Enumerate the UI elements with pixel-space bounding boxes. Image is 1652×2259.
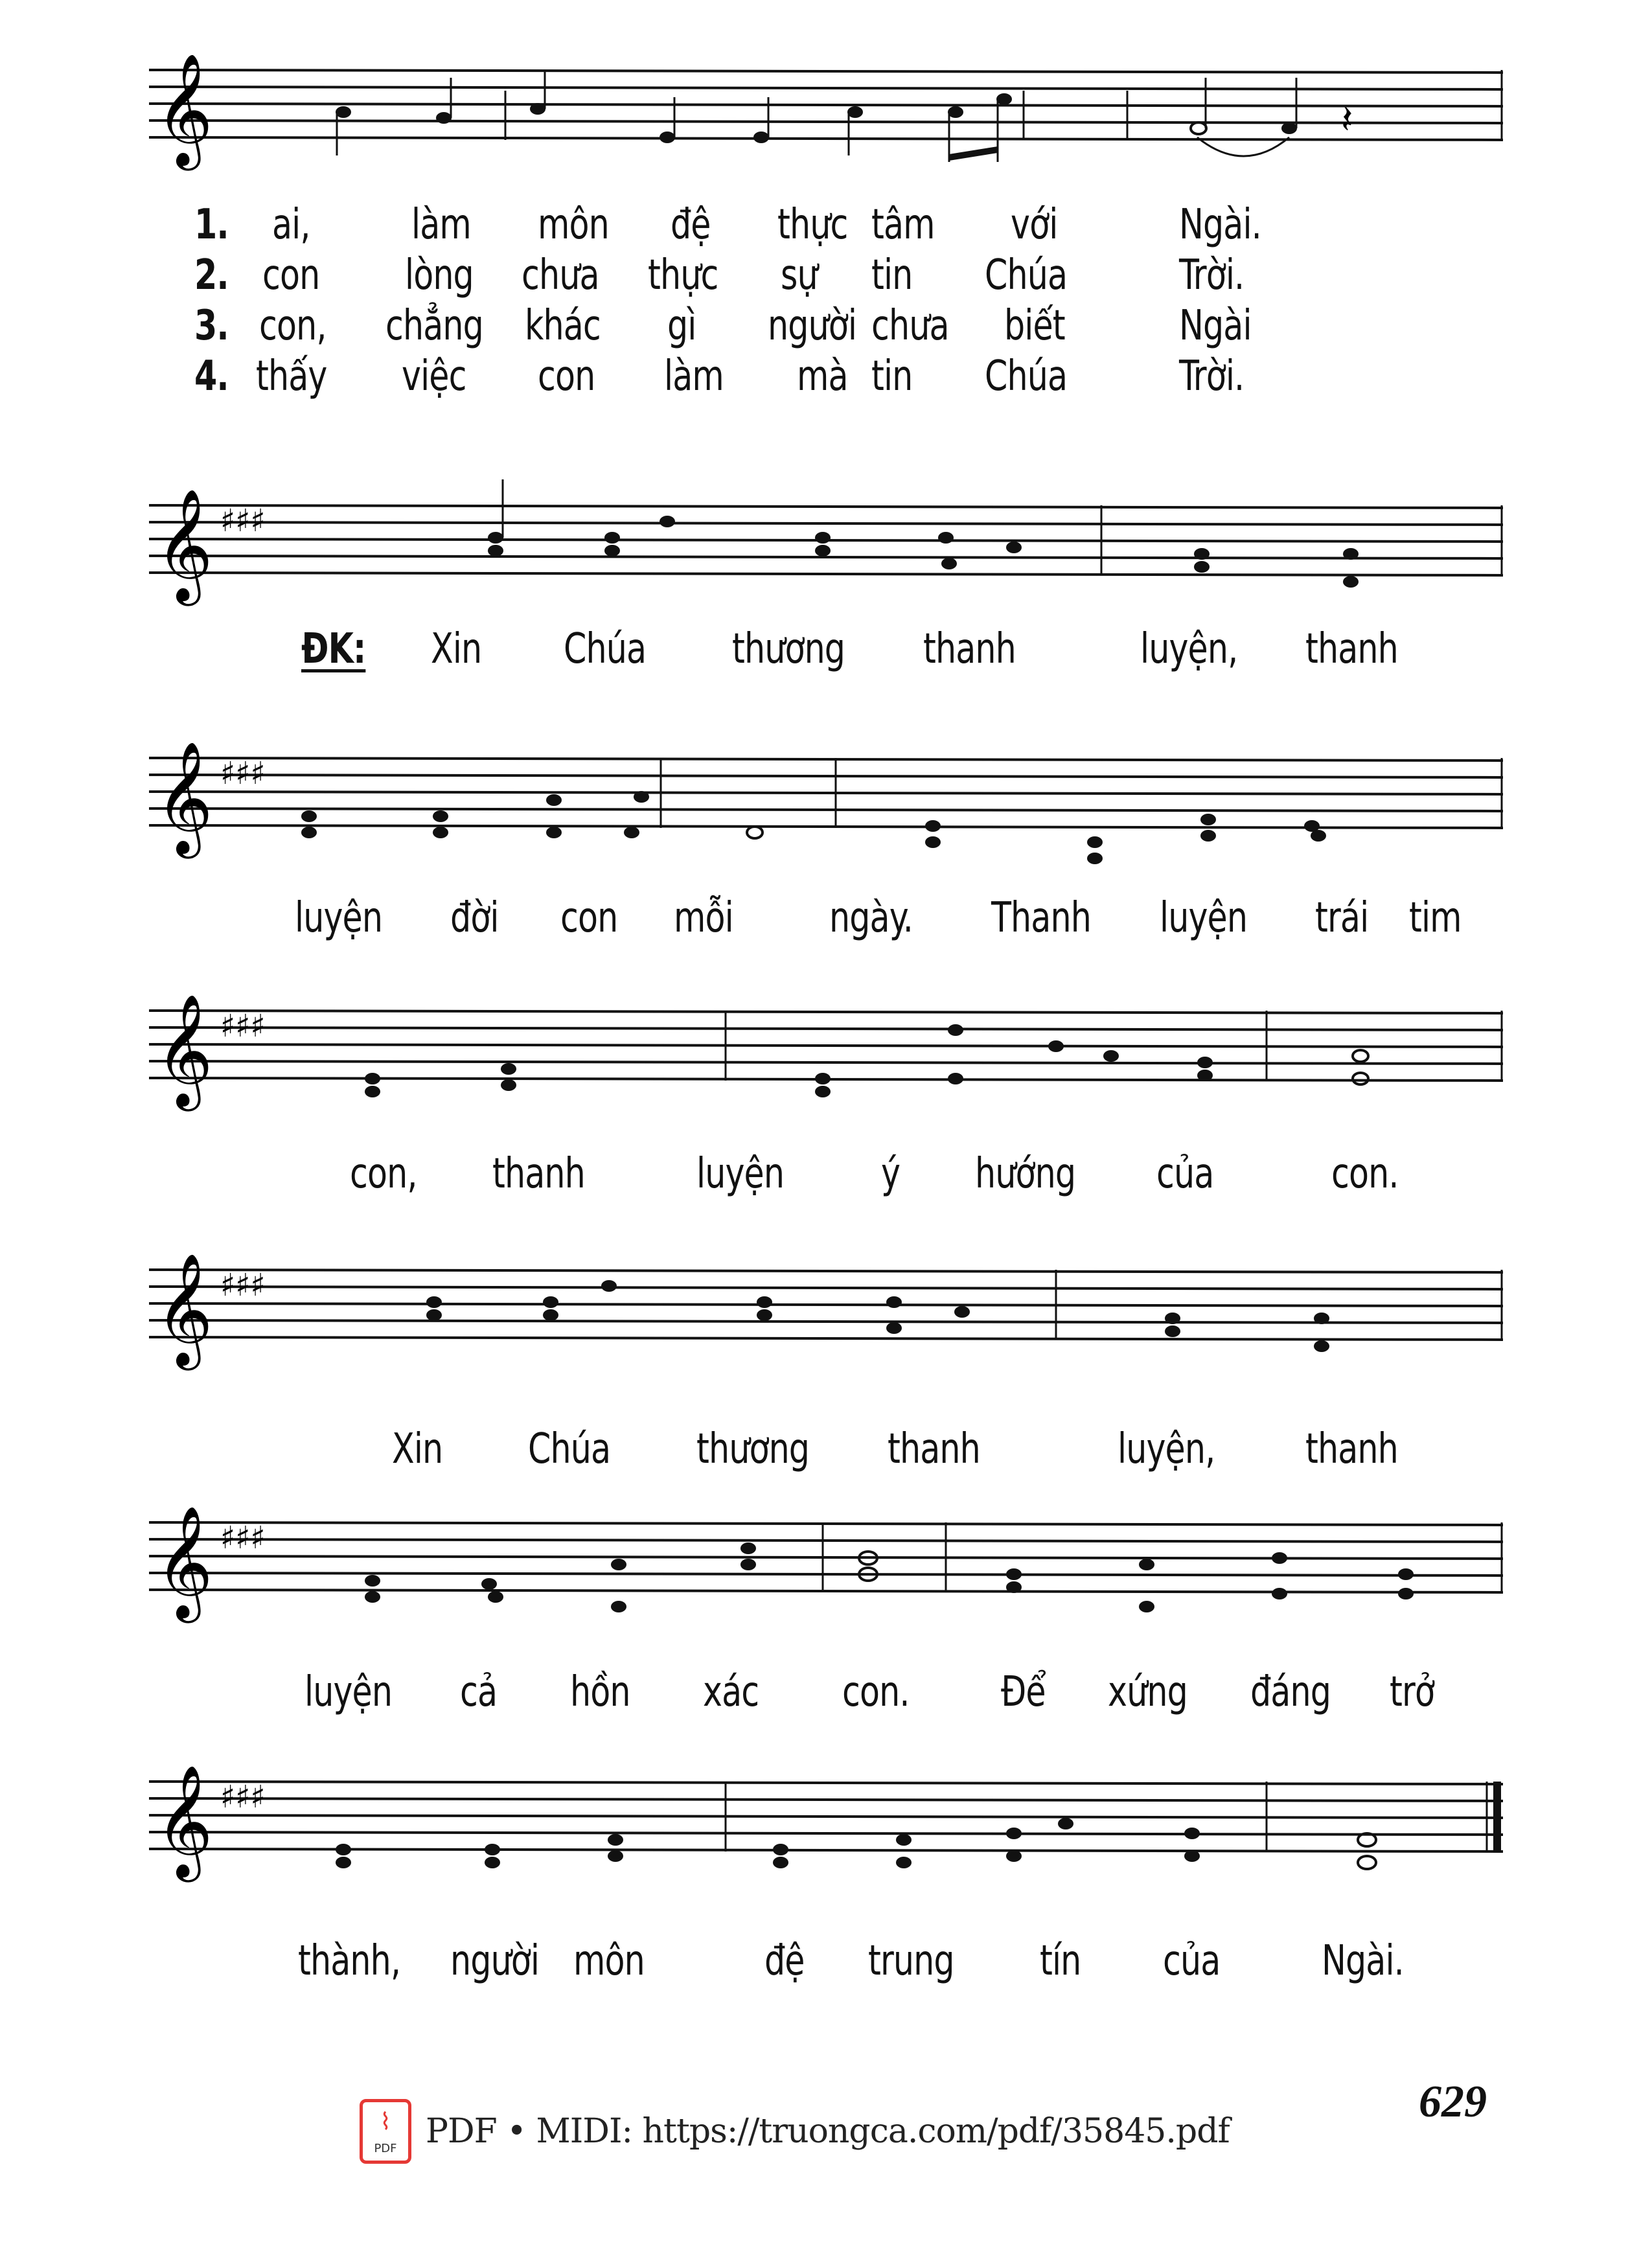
chorus-line-2-lyrics: luyện đời con mỗi ngày. Thanh luyện trái tim bbox=[295, 894, 1462, 942]
music-staff bbox=[149, 1496, 1503, 1639]
staff-system-2 bbox=[149, 466, 1503, 700]
key-signature-sharps-icon: ♯♯♯ bbox=[220, 755, 266, 792]
verse-4-lyrics: 4. thấy việc con làm mà tin Chúa Trời. bbox=[194, 352, 1245, 400]
staff-system-3 bbox=[149, 732, 1503, 978]
rest-icon: 𝄽 bbox=[1341, 97, 1353, 143]
staff-system-4 bbox=[149, 985, 1503, 1231]
page-number: 629 bbox=[1419, 2077, 1487, 2127]
treble-clef-icon: 𝄞 bbox=[155, 1765, 213, 1877]
chorus-line-5-lyrics: luyện cả hồn xác con. Để xứng đáng trở bbox=[304, 1668, 1435, 1716]
footer-link[interactable] bbox=[360, 2105, 1230, 2157]
key-signature-sharps-icon: ♯♯♯ bbox=[220, 503, 266, 539]
staff-system-7 bbox=[149, 1756, 1503, 2028]
footer-url-text[interactable]: PDF • MIDI: https://truongca.com/pdf/35845.pdf bbox=[426, 2112, 1230, 2151]
chorus-line-6-lyrics: thành, người môn đệ trung tín của Ngài. bbox=[298, 1937, 1404, 1985]
treble-clef-icon: 𝄞 bbox=[155, 53, 213, 166]
treble-clef-icon: 𝄞 bbox=[155, 1253, 213, 1366]
chorus-line-1-lyrics: ĐK: Xin Chúa thương thanh luyện, thanh bbox=[301, 625, 1398, 673]
verse-2-lyrics: 2. con lòng chưa thực sự tin Chúa Trời. bbox=[194, 251, 1245, 299]
key-signature-sharps-icon: ♯♯♯ bbox=[220, 1520, 266, 1556]
treble-clef-icon: 𝄞 bbox=[155, 741, 213, 854]
music-staff bbox=[149, 985, 1503, 1127]
chorus-line-3-lyrics: con, thanh luyện ý hướng của con. bbox=[350, 1150, 1399, 1198]
music-staff bbox=[149, 732, 1503, 875]
treble-clef-icon: 𝄞 bbox=[155, 1506, 213, 1618]
staff-system-5 bbox=[149, 1231, 1503, 1490]
verse-1-lyrics: 1. ai, làm môn đệ thực tâm với Ngài. bbox=[194, 201, 1261, 249]
key-signature-sharps-icon: ♯♯♯ bbox=[220, 1008, 266, 1044]
treble-clef-icon: 𝄞 bbox=[155, 488, 213, 601]
chorus-line-4-lyrics: Xin Chúa thương thanh luyện, thanh bbox=[392, 1425, 1398, 1473]
staff-system-6 bbox=[149, 1496, 1503, 1749]
key-signature-sharps-icon: ♯♯♯ bbox=[220, 1267, 266, 1303]
music-staff bbox=[149, 1756, 1503, 1898]
verse-3-lyrics: 3. con, chẳng khác gì người chưa biết Ngài bbox=[194, 302, 1252, 350]
music-staff bbox=[149, 466, 1503, 609]
music-staff bbox=[149, 52, 1503, 181]
music-staff bbox=[149, 1231, 1503, 1373]
key-signature-sharps-icon: ♯♯♯ bbox=[220, 1779, 266, 1815]
staff-system-1 bbox=[149, 52, 1503, 415]
treble-clef-icon: 𝄞 bbox=[155, 994, 213, 1107]
pdf-file-icon[interactable]: ⌇ PDF bbox=[360, 2099, 411, 2164]
